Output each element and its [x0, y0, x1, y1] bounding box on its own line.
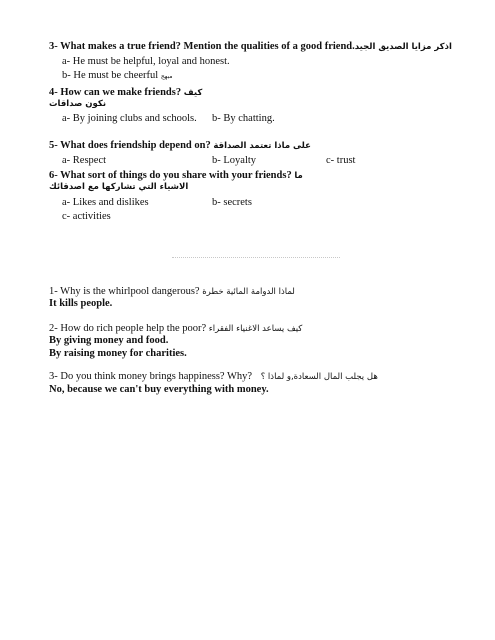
q3-question-arabic: اذكر مزايا الصديق الجيد — [354, 42, 452, 52]
q5-question: 5- What does friendship depend on? — [49, 140, 211, 151]
q4-question-arabic-2: نكون صداقات — [49, 99, 107, 109]
q5-option-c: c- trust — [326, 155, 356, 166]
s2-q2-answer-1: By giving money and food. — [49, 335, 169, 346]
q4-option-b: b- By chatting. — [212, 113, 275, 124]
q3-question: 3- What makes a true friend? Mention the qualities of a good friend. — [49, 41, 355, 52]
s2-q1-answer: It kills people. — [49, 298, 113, 309]
s2-q3-question: 3- Do you think money brings happiness? Why? — [49, 371, 253, 382]
s2-q3-answer: No, because we can't buy everything with money. — [49, 384, 269, 395]
q5-question-arabic: على ماذا تعتمد الصداقة — [213, 141, 311, 151]
q6-question: 6- What sort of things do you share with your friends? — [49, 170, 292, 181]
s2-q2-answer-2: By raising money for charities. — [49, 348, 187, 359]
q6-question-arabic-1: ما — [294, 171, 303, 181]
q6-option-c: c- activities — [62, 211, 111, 222]
q6-question-arabic-2: الاشياء التي تشاركها مع اصدقائك — [49, 182, 189, 192]
q6-option-a: a- Likes and dislikes — [62, 197, 149, 208]
q4-option-a: a- By joining clubs and schools. — [62, 113, 197, 124]
section-divider — [172, 257, 340, 258]
s2-q2-question-arabic: كيف يساعد الاغنياء الفقراء — [208, 324, 303, 334]
q4-question: 4- How can we make friends? — [49, 87, 182, 98]
q5-question-line — [49, 139, 311, 153]
q3-option-b-line — [62, 69, 173, 83]
q3-option-b-arabic: مبهج — [160, 73, 173, 80]
q6-option-b: b- secrets — [212, 197, 252, 208]
s2-q2-question: 2- How do rich people help the poor? — [49, 323, 207, 334]
q3-option-a: a- He must be helpful, loyal and honest. — [62, 56, 230, 67]
q3-option-b: b- He must be cheerful — [62, 70, 159, 81]
s2-q3-question-line — [49, 370, 378, 384]
s2-q1-question: 1- Why is the whirlpool dangerous? — [49, 286, 200, 297]
q3-question-line — [49, 40, 452, 54]
s2-q3-question-arabic: هل يجلب المال السعادة,و لماذا ؟ — [260, 372, 378, 382]
q5-option-a: a- Respect — [62, 155, 107, 166]
q4-question-arabic-1: كيف — [183, 88, 203, 98]
s2-q1-question-arabic: لماذا الدوامة المائية خطرة — [202, 287, 295, 297]
q5-option-b: b- Loyalty — [212, 155, 257, 166]
